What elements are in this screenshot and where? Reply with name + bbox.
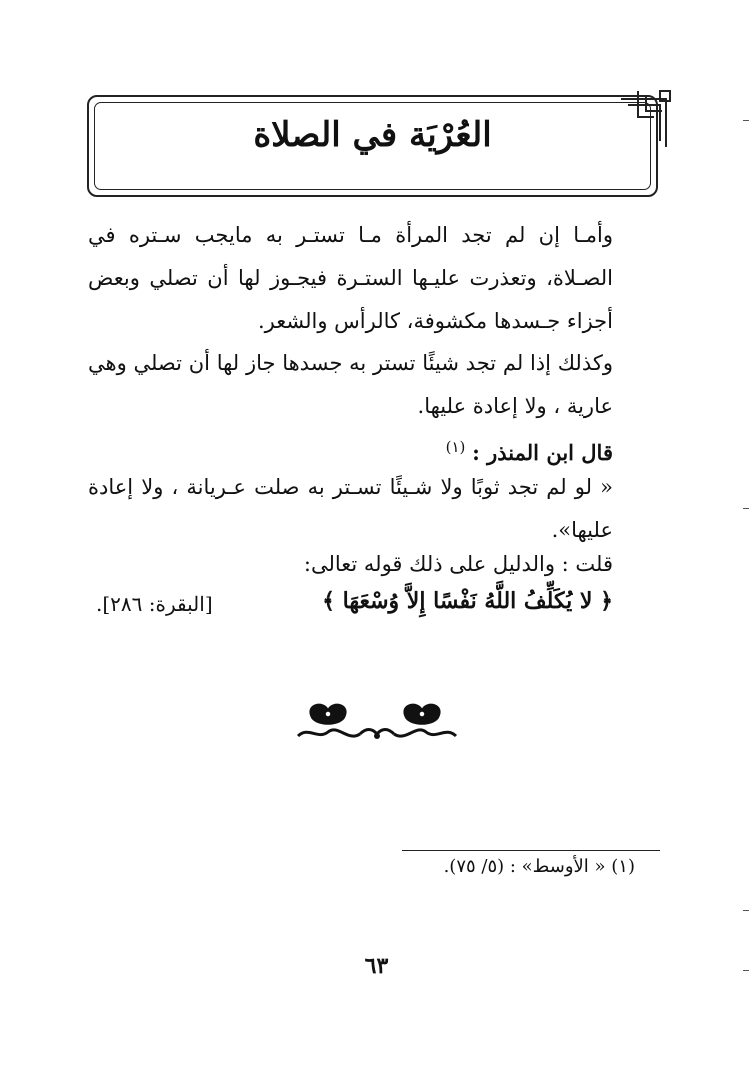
- edge-mark: [743, 120, 749, 121]
- paragraph-no-cover: وكذلك إذا لم تجد شيئًا تستر به جسدها جاز لها أن تصلي وهي عارية ، ولا إعادة عليها.: [88, 351, 613, 418]
- verse-reference: [البقرة: ٢٨٦].: [96, 592, 213, 616]
- evidence-intro: قلت : والدليل على ذلك قوله تعالى:: [303, 552, 613, 576]
- edge-mark: [743, 970, 749, 971]
- quote-intro-text: قال ابن المنذر :: [472, 440, 613, 465]
- floral-ornament-icon: [294, 696, 460, 746]
- footnote: (١) « الأوسط» : (٥/ ٧٥).: [443, 856, 635, 877]
- edge-mark: [743, 910, 749, 911]
- footnote-divider: [402, 850, 660, 851]
- paragraph-covering: وأمـا إن لم تجد المرأة مـا تستـر به مايجب سـتره في الصـلاة، وتعذرت عليـها الستـرة فيجـوز لها أن تصلي وبعض أجزاء جـسدها مكشوفة، كالرأس والشعر.: [88, 223, 613, 333]
- quote-paragraph: « لو لم تجد ثوبًا ولا شـيئًا تسـتر به صلت عـريانة ، ولا إعادة عليها».: [88, 475, 613, 542]
- edge-mark: [743, 508, 749, 509]
- page-number: ٦٣: [364, 953, 389, 979]
- quran-verse: ﴿ لا يُكَلِّفُ اللَّهُ نَفْسًا إِلاَّ وُسْعَهَا ﴾: [322, 588, 613, 614]
- title-frame: [87, 95, 658, 197]
- quote-intro: [446, 438, 613, 465]
- footnote-marker: (١): [445, 438, 466, 456]
- page-title: العُرْيَة في الصلاة: [253, 115, 492, 155]
